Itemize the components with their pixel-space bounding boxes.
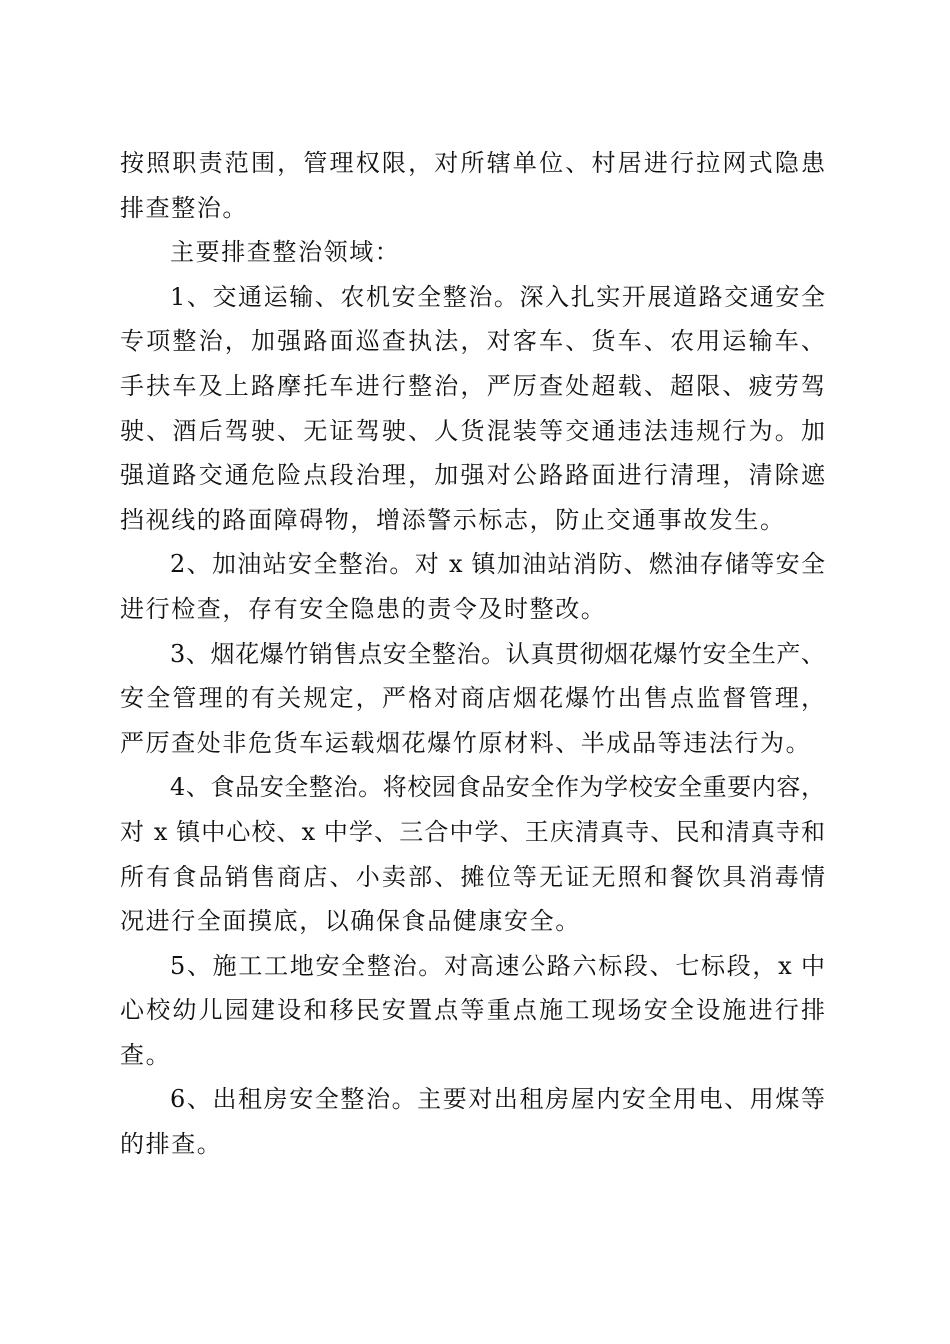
paragraph-intro-continuation xyxy=(120,141,825,230)
text-line: 4、食品安全整治。将校园食品安全作为学校安全重要内容， xyxy=(170,773,825,802)
text-line: 对 x 镇中心校、x 中学、三合中学、王庆清真寺、民和清真寺和 xyxy=(120,817,825,846)
text-line: 进行检查，存有安全隐患的责令及时整改。 xyxy=(120,594,607,623)
text-line: 严厉查处非危货车运载烟花爆竹原材料、半成品等违法行为。 xyxy=(120,728,812,757)
paragraph-item-4-food-safety xyxy=(120,765,825,943)
document-body xyxy=(120,141,825,1167)
text-line: 2、加油站安全整治。对 x 镇加油站消防、燃油存储等安全 xyxy=(170,550,825,579)
text-line: 6、出租房安全整治。主要对出租房屋内安全用电、用煤等 xyxy=(170,1085,825,1114)
text-line: 排查整治。 xyxy=(120,193,248,222)
text-line: 况进行全面摸底，以确保食品健康安全。 xyxy=(120,907,581,936)
text-line: 挡视线的路面障碍物，增添警示标志，防止交通事故发生。 xyxy=(120,505,786,534)
text-line: 强道路交通危险点段治理，加强对公路路面进行清理，清除遮 xyxy=(120,461,825,490)
text-line: 主要排查整治领域： xyxy=(170,238,401,267)
text-line: 的排查。 xyxy=(120,1130,223,1159)
paragraph-item-1-traffic xyxy=(120,275,825,543)
text-line: 安全管理的有关规定，严格对商店烟花爆竹出售点监督管理， xyxy=(120,684,825,713)
text-line: 所有食品销售商店、小卖部、摊位等无证无照和餐饮具消毒情 xyxy=(120,862,825,891)
text-line: 1、交通运输、农机安全整治。深入扎实开展道路交通安全 xyxy=(170,282,825,311)
text-line: 心校幼儿园建设和移民安置点等重点施工现场安全设施进行排 xyxy=(120,996,825,1025)
text-line: 查。 xyxy=(120,1040,172,1069)
paragraph-item-5-construction xyxy=(120,944,825,1078)
paragraph-item-2-gas-station xyxy=(120,542,825,631)
paragraph-item-6-rental-housing xyxy=(120,1077,825,1166)
text-line: 按照职责范围，管理权限，对所辖单位、村居进行拉网式隐患 xyxy=(120,149,825,177)
text-line: 3、烟花爆竹销售点安全整治。认真贯彻烟花爆竹安全生产、 xyxy=(170,639,825,668)
text-line: 驶、酒后驾驶、无证驾驶、人货混装等交通违法违规行为。加 xyxy=(120,416,825,445)
text-line: 5、施工工地安全整治。对高速公路六标段、七标段，x 中 xyxy=(170,951,825,980)
text-line: 专项整治，加强路面巡查执法，对客车、货车、农用运输车、 xyxy=(120,327,825,356)
paragraph-main-areas-heading xyxy=(120,230,825,275)
paragraph-item-3-fireworks xyxy=(120,632,825,766)
text-line: 手扶车及上路摩托车进行整治，严厉查处超载、超限、疲劳驾 xyxy=(120,371,825,400)
